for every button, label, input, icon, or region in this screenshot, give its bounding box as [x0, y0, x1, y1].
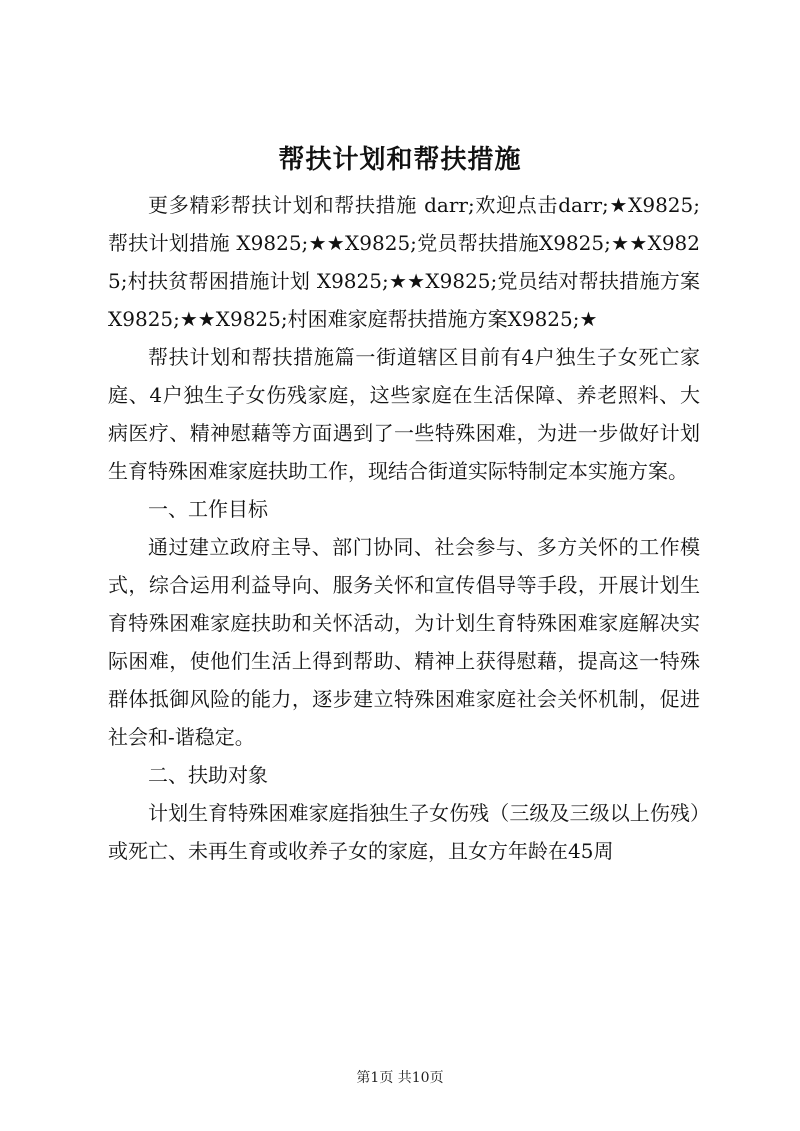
paragraph-work-goals: 通过建立政府主导、部门协同、社会参与、多方关怀的工作模式，综合运用利益导向、服务关怀和宣传倡导等手段，开展计划生育特殊困难家庭扶助和关怀活动，为计划生育特殊困难家庭解决实际困难，使他们生活上得到帮助、精神上获得慰藉，提高这一特殊群体抵御风险的能力，逐步建立特殊困难家庭社会关怀机制，促进社会和-谐稳定。	[108, 535, 700, 749]
page-number-footer: 第1页 共10页	[356, 1070, 444, 1086]
document-body	[108, 186, 700, 870]
section-heading-assistance-targets: 二、扶助对象	[148, 763, 268, 787]
paragraph-overview: 帮扶计划和帮扶措施篇一街道辖区目前有4户独生子女死亡家庭、4户独生子女伤残家庭，这些家庭在生活保障、养老照料、大病医疗、精神慰藉等方面遇到了一些特殊困难，为进一步做好计划生育特殊困难家庭扶助工作，现结合街道实际特制定本实施方案。	[108, 345, 700, 483]
paragraph-assistance-targets: 计划生育特殊困难家庭指独生子女伤残（三级及三级以上伤残）或死亡、未再生育或收养子女的家庭，且女方年龄在45周	[108, 801, 700, 863]
section-heading-work-goals: 一、工作目标	[148, 497, 268, 521]
document-title: 帮扶计划和帮扶措施	[278, 145, 522, 175]
paragraph-intro-links: 更多精彩帮扶计划和帮扶措施 darr;欢迎点击darr;★X9825;帮扶计划措施 X9825;★★X9825;党员帮扶措施X9825;★★X9825;村扶贫帮困措施计划 X9825;★★X9825;党员结对帮扶措施方案 X9825;★★X9825;村困难家庭帮扶措施方案X9825;★	[108, 193, 700, 331]
